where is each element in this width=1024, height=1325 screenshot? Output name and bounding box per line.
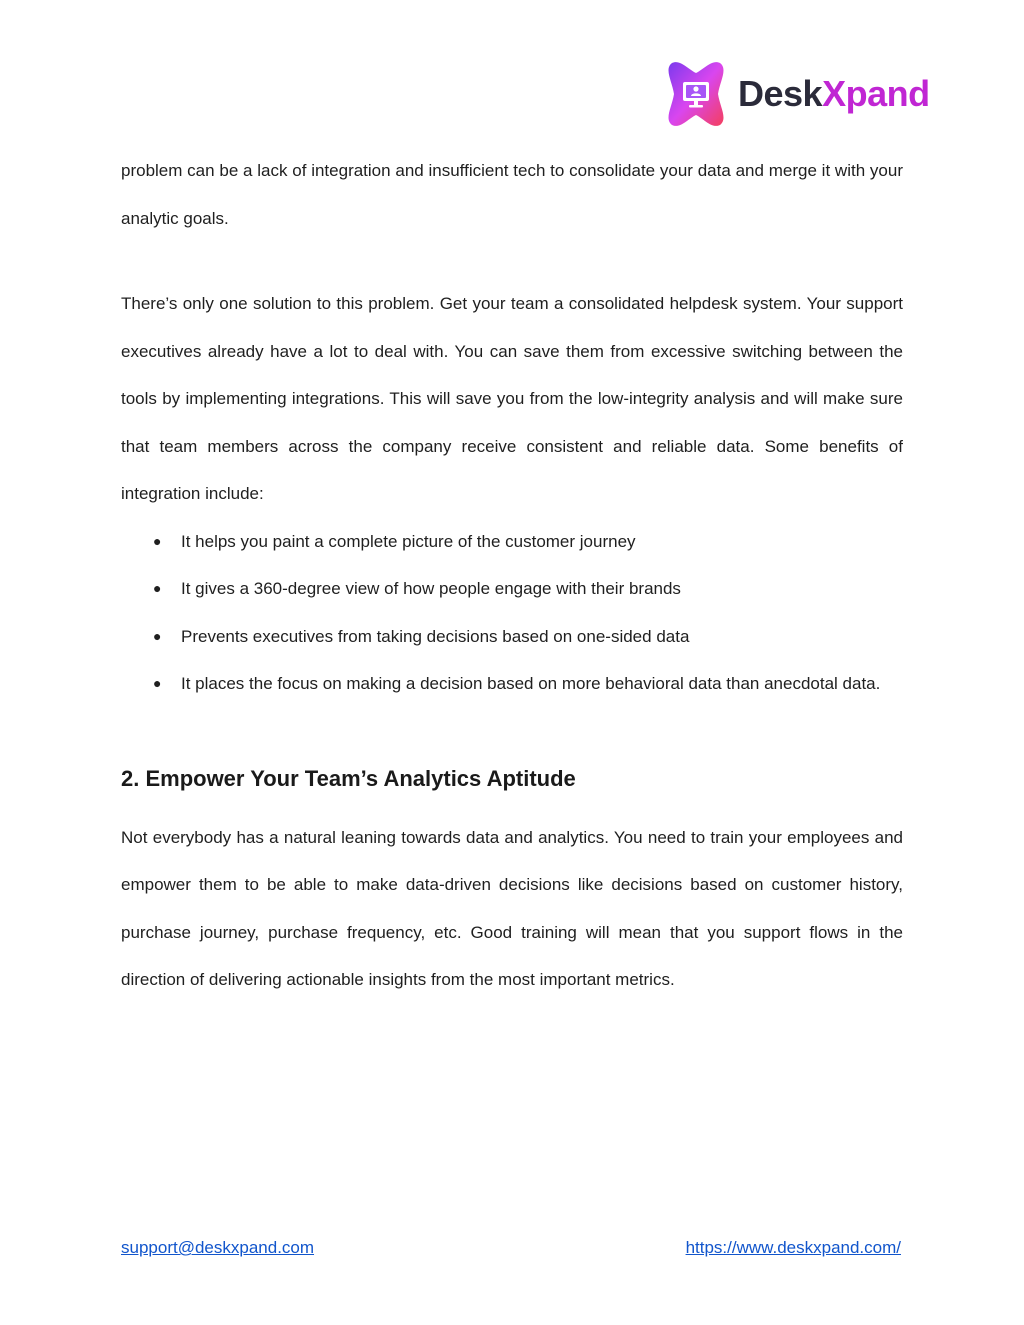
list-item: ● Prevents executives from taking decisions based on one-sided data: [121, 613, 903, 661]
bullet-icon: ●: [153, 675, 162, 691]
website-link[interactable]: https://www.deskxpand.com/: [685, 1238, 901, 1257]
section-paragraph: Not everybody has a natural leaning towards data and analytics. You need to train your employees and empower them to be able to make data-driven decisions like decisions based on customer history, purchase journey, purchase frequency, etc. Good training will mean that you support flows in the direction of delivering actionable insights from the most important metrics.: [121, 827, 903, 989]
benefits-list: [121, 518, 903, 708]
section-heading: 2. Empower Your Team’s Analytics Aptitude: [121, 765, 576, 791]
deskxpand-logo-icon: [664, 61, 728, 127]
list-item: ● It gives a 360-degree view of how people engage with their brands: [121, 565, 903, 613]
paragraph-1: problem can be a lack of integration and insufficient tech to consolidate your data and merge it with your analytic goals.: [121, 161, 903, 228]
logo-wordmark: [738, 73, 930, 114]
support-email-link[interactable]: support@deskxpand.com: [121, 1238, 315, 1257]
logo-wordmark-xpand: Xpand: [822, 73, 930, 114]
list-item: ● It helps you paint a complete picture of the customer journey: [121, 518, 903, 566]
bullet-icon: ●: [153, 627, 162, 644]
logo-wordmark-desk: Desk: [738, 73, 823, 114]
bullet-icon: ●: [153, 532, 162, 549]
paragraph-2: There’s only one solution to this problem. Get your team a consolidated helpdesk system. Your support executives already have a lot to deal with. You can save them from excessive switching between the tools by implementing integrations. This will save you from the low-integrity analysis and will make sure that team members across the company receive consistent and reliable data. Some benefits of integration include:: [121, 294, 903, 503]
list-item: ● It places the focus on making a decision based on more behavioral data than anecdotal data.: [121, 660, 903, 708]
bullet-icon: ●: [153, 580, 162, 596]
document-body: [121, 147, 903, 1004]
deskxpand-logo: [664, 60, 944, 128]
